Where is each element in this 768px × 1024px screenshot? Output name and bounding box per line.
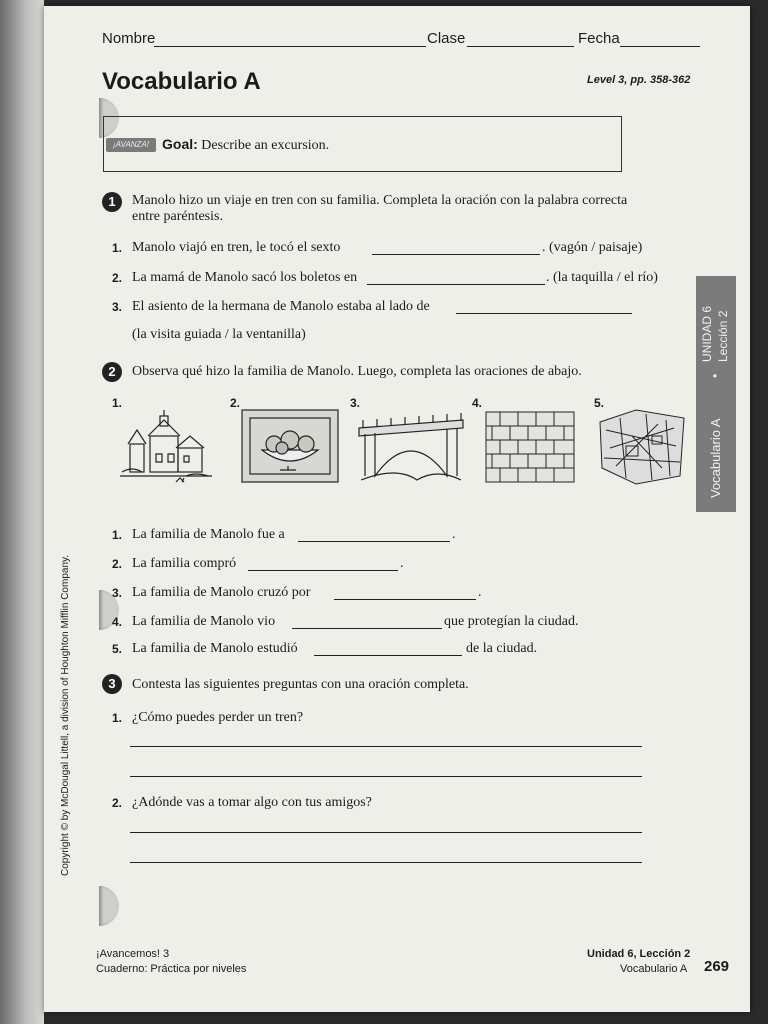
worksheet-page	[44, 6, 750, 1012]
section-3-instruction: Contesta las siguientes preguntas con una oración completa.	[132, 677, 469, 692]
side-tab-unidad: UNIDAD 6	[700, 305, 714, 362]
s2-item-after: que protegían la ciudad.	[444, 614, 579, 629]
goal-label: Goal:	[162, 136, 198, 152]
footer-unit: Unidad 6, Lección 2	[587, 948, 691, 960]
picture-label: 4.	[472, 396, 483, 410]
s2-item-after: .	[452, 527, 456, 542]
fecha-label: Fecha	[578, 30, 620, 47]
copyright-notice: Copyright © by McDougal Littell, a division of Houghton Mifflin Company.	[60, 554, 71, 876]
s2-item-after: de la ciudad.	[466, 641, 538, 656]
s1-item2-blank[interactable]	[367, 284, 545, 285]
s2-item-text: La familia de Manolo cruzó por	[132, 585, 311, 600]
s1-item-text: El asiento de la hermana de Manolo estaba al lado de	[132, 299, 430, 314]
s3-item1-answer-line[interactable]	[130, 746, 642, 747]
goal-text: Describe an excursion.	[201, 138, 330, 153]
clase-label: Clase	[427, 30, 466, 47]
s1-item-number: 3.	[112, 300, 123, 314]
s2-item-number: 2.	[112, 557, 123, 571]
s2-item3-blank[interactable]	[334, 599, 476, 600]
nombre-label: Nombre	[102, 30, 156, 47]
section-2-instruction: Observa qué hizo la familia de Manolo. Luego, completa las oraciones de abajo.	[132, 364, 582, 379]
avanza-badge: ¡AVANZA!	[106, 138, 156, 152]
s1-item3-blank[interactable]	[456, 313, 632, 314]
picture-label: 3.	[350, 396, 361, 410]
side-tab-section: Vocabulario A	[708, 418, 723, 498]
s1-item-number: 2.	[112, 271, 123, 285]
section-1-instruction-cont: entre paréntesis.	[132, 209, 223, 224]
section-1-instruction: Manolo hizo un viaje en tren con su familia. Completa la oración con la palabra correcta	[132, 193, 628, 208]
punch-hole	[99, 886, 119, 926]
s2-item2-blank[interactable]	[248, 570, 398, 571]
s3-item1-answer-line[interactable]	[130, 776, 642, 777]
city-map-icon	[596, 406, 688, 486]
stone-wall-icon	[484, 406, 576, 486]
s1-item-number: 1.	[112, 241, 123, 255]
side-tab-leccion: Lección 2	[716, 310, 730, 362]
fecha-field[interactable]	[620, 46, 700, 47]
picture-label: 5.	[594, 396, 605, 410]
s2-item-number: 4.	[112, 615, 123, 629]
s3-item-number: 1.	[112, 711, 123, 725]
castle-icon	[116, 406, 216, 486]
s1-item-text: La mamá de Manolo sacó los boletos en	[132, 270, 358, 285]
bridge-icon	[357, 406, 465, 486]
s2-item4-blank[interactable]	[292, 628, 442, 629]
s2-item-text: La familia de Manolo fue a	[132, 527, 285, 542]
s3-item-text: ¿Adónde vas a tomar algo con tus amigos?	[132, 795, 372, 810]
level-reference: Level 3, pp. 358-362	[587, 74, 691, 86]
s2-item-after: .	[400, 556, 404, 571]
page-number: 269	[704, 958, 730, 975]
footer-book-title: ¡Avancemos! 3	[96, 948, 170, 960]
s2-item1-blank[interactable]	[298, 541, 450, 542]
goal-statement	[162, 136, 329, 154]
s2-item-number: 1.	[112, 528, 123, 542]
s2-item5-blank[interactable]	[314, 655, 462, 656]
s1-item1-blank[interactable]	[372, 254, 540, 255]
footer-section: Vocabulario A	[620, 963, 688, 975]
fruit-painting-icon	[238, 406, 342, 486]
section-1-number: 1	[102, 192, 122, 212]
nombre-field[interactable]	[154, 46, 426, 47]
page-title: Vocabulario A	[102, 68, 261, 95]
s2-item-text: La familia de Manolo estudió	[132, 641, 298, 656]
s2-item-text: La familia compró	[132, 556, 237, 571]
s2-item-number: 5.	[112, 642, 123, 656]
s3-item-text: ¿Cómo puedes perder un tren?	[132, 710, 304, 725]
s1-item-options: . (vagón / paisaje)	[542, 240, 643, 255]
s1-item-text: Manolo viajó en tren, le tocó el sexto	[132, 240, 341, 255]
s1-item-options: (la visita guiada / la ventanilla)	[132, 327, 306, 342]
s2-item-after: .	[478, 585, 482, 600]
binding-shadow	[0, 0, 44, 1024]
clase-field[interactable]	[467, 46, 574, 47]
s3-item2-answer-line[interactable]	[130, 832, 642, 833]
section-2-number: 2	[102, 362, 122, 382]
s2-item-number: 3.	[112, 586, 123, 600]
side-tab-dot: •	[708, 373, 722, 378]
picture-label: 1.	[112, 396, 123, 410]
picture-label: 2.	[230, 396, 241, 410]
section-3-number: 3	[102, 674, 122, 694]
footer-book-subtitle: Cuaderno: Práctica por niveles	[96, 963, 247, 975]
s1-item-options: . (la taquilla / el río)	[546, 270, 658, 285]
s3-item-number: 2.	[112, 796, 123, 810]
s2-item-text: La familia de Manolo vio	[132, 614, 276, 629]
s3-item2-answer-line[interactable]	[130, 862, 642, 863]
unit-side-tab	[696, 276, 736, 512]
